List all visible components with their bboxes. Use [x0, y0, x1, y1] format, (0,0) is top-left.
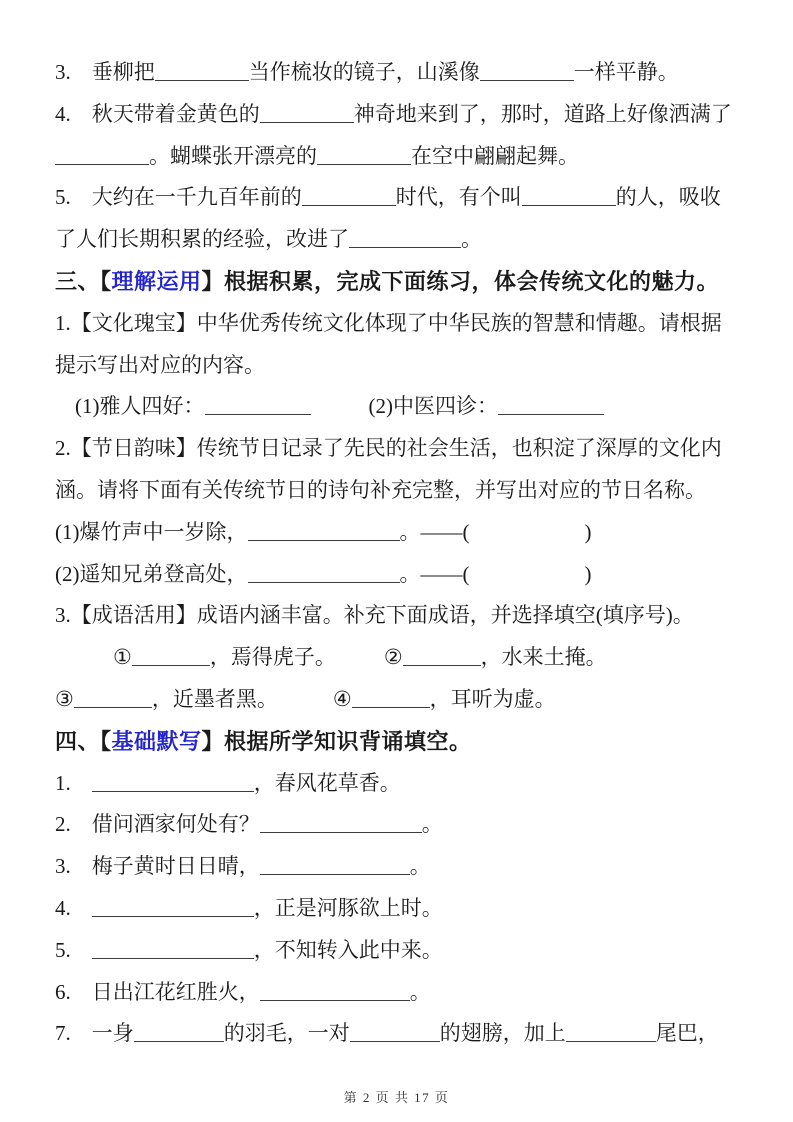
- item-3-1-cont: [55, 345, 755, 387]
- text-run: 的人，吸收: [615, 185, 721, 210]
- item-3-2-blank-2: [55, 554, 755, 596]
- text-run: 1.【文化瑰宝】中华优秀传统文化体现了中华民族的智慧和情趣。请根据: [55, 310, 722, 335]
- section-heading-3: [55, 261, 755, 303]
- text-run: (1)雅人四好：: [75, 394, 205, 419]
- text-run: ): [584, 519, 592, 544]
- text-run: ，不知转入此中来。: [253, 937, 443, 962]
- text-run: ③: [55, 686, 74, 711]
- text-run: 三、【: [55, 268, 112, 294]
- text-run: ，正是河豚欲上时。: [253, 895, 443, 920]
- section-heading-4: [55, 721, 755, 763]
- text-run: 。——(: [399, 561, 470, 586]
- text-run: 当作梳妆的镜子，山溪像: [248, 60, 480, 84]
- answer-blank: [260, 998, 410, 1001]
- text-run: ④: [332, 686, 352, 711]
- answer-blank: [55, 162, 149, 165]
- item-3-2: [55, 428, 755, 470]
- text-run: 6. 日出江花红胜火，: [55, 979, 260, 1004]
- text-run: 一样平静。: [573, 60, 679, 84]
- text-run: 1.: [55, 770, 92, 795]
- answer-blank: [522, 203, 616, 206]
- item-3-3-idioms-2: [55, 679, 755, 721]
- answer-blank: [317, 162, 411, 165]
- text-run: 4. 秋天带着金黄色的: [55, 101, 260, 126]
- spacer: [336, 663, 384, 664]
- answer-blank: [260, 872, 410, 875]
- answer-blank: [350, 1039, 440, 1042]
- text-run: 四、【: [55, 728, 112, 754]
- text-run: 的羽毛，一对: [223, 1021, 350, 1046]
- text-run: 的翅膀，加上: [439, 1021, 566, 1046]
- spacer: [470, 580, 585, 581]
- text-run: 。——(: [399, 519, 470, 544]
- answer-blank: [260, 830, 422, 833]
- spacer: [278, 705, 333, 706]
- item-3-2-blank-1: [55, 512, 755, 554]
- item-4-6: [55, 972, 755, 1014]
- text-run: 神奇地来到了，那时，道路上好像洒满了: [353, 101, 732, 126]
- answer-blank: [480, 78, 574, 81]
- answer-blank: [302, 203, 396, 206]
- item-3-1: [55, 303, 755, 345]
- item-4-4: [55, 888, 755, 930]
- item-3-1-blanks: [55, 386, 755, 428]
- text-run: 】根据积累，完成下面练习，体会传统文化的魅力。: [201, 268, 720, 294]
- item-4-3: [55, 846, 755, 888]
- text-run: ①: [113, 645, 132, 670]
- page-number-footer: [0, 1087, 793, 1106]
- answer-blank: [92, 789, 254, 792]
- text-run: ，耳听为虚。: [429, 686, 556, 711]
- answer-blank: [205, 412, 311, 415]
- text-run: 】根据所学知识背诵填空。: [201, 728, 472, 754]
- answer-blank: [134, 1039, 224, 1042]
- text-run: 3. 梅子黄时日日晴，: [55, 854, 260, 879]
- item-4-7: [55, 1013, 755, 1055]
- item-2-4-cont: [55, 136, 755, 178]
- text-run: 2.【节日韵味】传统节日记录了先民的社会生活，也积淀了深厚的文化内: [55, 436, 722, 461]
- text-run: ，春风花草香。: [253, 770, 401, 795]
- text-run: 提示写出对应的内容。: [55, 352, 265, 377]
- text-run: ，水来土掩。: [480, 645, 607, 670]
- item-4-5: [55, 930, 755, 972]
- text-run: 5.: [55, 937, 92, 962]
- text-run: ，焉得虎子。: [209, 645, 336, 670]
- text-run: 5. 大约在一千九百年前的: [55, 185, 302, 210]
- text-run: 7. 一身: [55, 1021, 134, 1046]
- text-run: 2. 借问酒家何处有？: [55, 812, 260, 837]
- item-4-2: [55, 804, 755, 846]
- text-run: 3.【成语活用】成语内涵丰富。补充下面成语，并选择填空(填序号)。: [55, 603, 694, 628]
- item-2-5: [55, 177, 755, 219]
- item-2-3: [55, 52, 755, 94]
- answer-blank: [248, 580, 400, 583]
- answer-blank: [349, 245, 461, 248]
- text-run: ②: [383, 645, 403, 670]
- text-run: 。: [421, 812, 443, 837]
- answer-blank: [352, 705, 430, 708]
- item-2-5-cont: [55, 219, 755, 261]
- section-label-blue: 理解运用: [111, 268, 202, 294]
- answer-blank: [92, 956, 254, 959]
- text-run: (2)遥知兄弟登高处，: [55, 561, 248, 586]
- text-run: 尾巴，: [655, 1021, 719, 1046]
- answer-blank: [260, 120, 354, 123]
- text-run: 时代，有个叫: [395, 185, 522, 210]
- item-3-3: [55, 595, 755, 637]
- text-run: ，近墨者黑。: [151, 686, 278, 711]
- text-run: ): [584, 561, 592, 586]
- answer-blank: [403, 663, 481, 666]
- item-3-3-idioms-1: [55, 637, 755, 679]
- text-run: 。蝴蝶张开漂亮的: [149, 143, 317, 168]
- text-run: 。: [461, 227, 482, 252]
- text-run: (2)中医四诊：: [368, 394, 498, 419]
- answer-blank: [92, 914, 254, 917]
- answer-blank: [74, 705, 152, 708]
- item-4-1: [55, 763, 755, 805]
- answer-blank: [566, 1039, 656, 1042]
- text-run: 在空中翩翩起舞。: [411, 143, 579, 168]
- text-run: 了人们长期积累的经验，改进了: [55, 227, 349, 252]
- answer-blank: [498, 412, 604, 415]
- text-run: (1)爆竹声中一岁除，: [55, 519, 248, 544]
- section-label-blue: 基础默写: [111, 728, 202, 754]
- item-2-4: [55, 94, 755, 136]
- spacer: [470, 538, 585, 539]
- worksheet-body: [55, 52, 755, 1055]
- text-run: 。: [409, 979, 431, 1004]
- answer-blank: [248, 538, 400, 541]
- page-number-text: 第 2 页 共 17 页: [343, 1090, 450, 1105]
- spacer: [311, 412, 369, 413]
- item-3-2-cont: [55, 470, 755, 512]
- text-run: 3. 垂柳把: [55, 60, 155, 84]
- answer-blank: [155, 78, 249, 81]
- answer-blank: [132, 663, 210, 666]
- text-run: 。: [409, 854, 431, 879]
- text-run: 4.: [55, 895, 92, 920]
- text-run: 涵。请将下面有关传统节日的诗句补充完整，并写出对应的节日名称。: [55, 477, 706, 502]
